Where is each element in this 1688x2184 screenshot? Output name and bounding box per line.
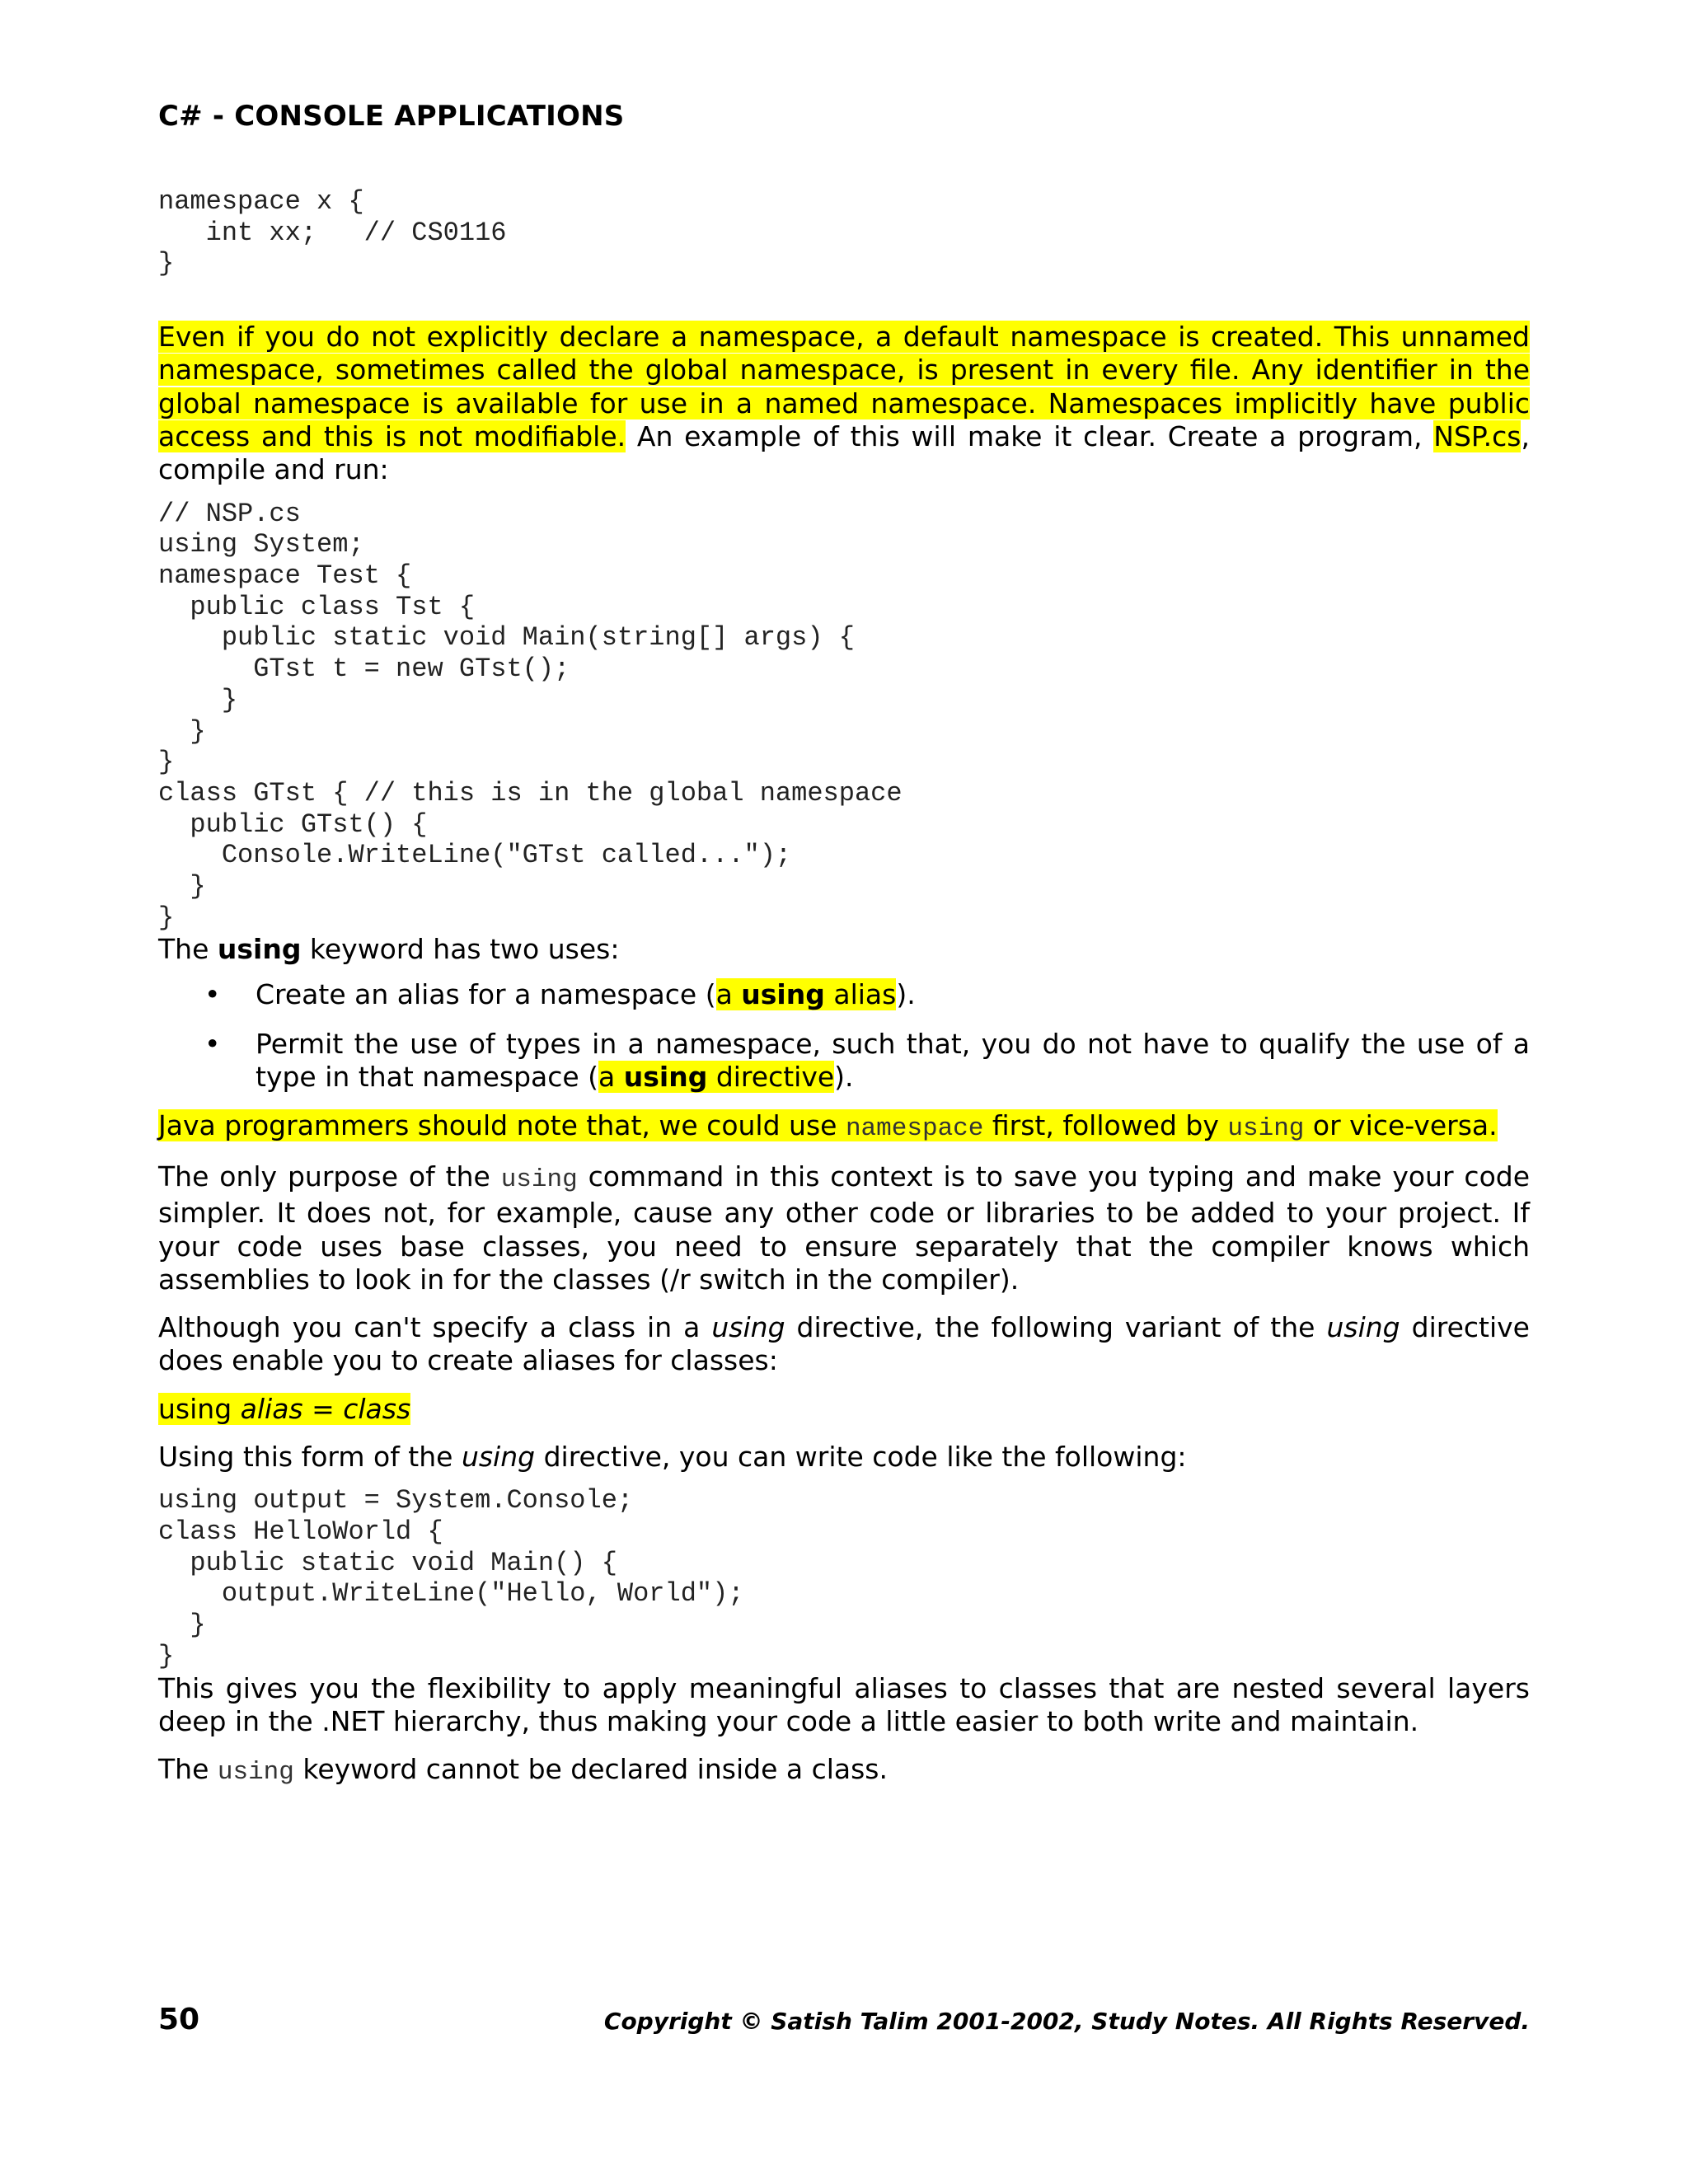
highlighted-text: Even if you do not explicitly declare a namespace, a default namespace is created. This unnamed namespace, sometimes called the global namespace, is present in every file. Any identifier in the global namespace is available for use in a named namespace. Namespaces implicitly have public access and this is not modifiable. (158, 321, 1530, 452)
paragraph-using-restriction: The using keyword cannot be declared inside a class. (158, 1753, 888, 1788)
code-block-helloworld: using output = System.Console; class HelloWorld { public static void Main() { output.WriteLine("Hello, World"); } } (158, 1485, 744, 1671)
paragraph-form-intro: Using this form of the using directive, you can write code like the following: (158, 1441, 1187, 1473)
list-item: • Create an alias for a namespace (a using alias). (204, 977, 916, 1010)
paragraph-using-uses: The using keyword has two uses: (158, 933, 620, 966)
page-header: C# - CONSOLE APPLICATIONS (158, 100, 625, 133)
bullet-icon: • (204, 1028, 221, 1061)
page-footer (158, 2003, 1530, 2044)
bullet-icon: • (204, 977, 221, 1010)
paragraph-alias-classes: Although you can't specify a class in a using directive, the following variant of the using directive does enable you to create aliases for classes: (158, 1311, 1530, 1377)
paragraph-java-note: Java programmers should note that, we could use namespace first, followed by using or vice-versa. (158, 1108, 1498, 1143)
code-block-nsp: // NSP.cs using System; namespace Test { public class Tst { public static void Main(string[] args) { GTst t = new GTst(); } } } class GTst { // this is in the global namespace public GTst() { Console.WriteLine("GTst called..."); } } (158, 498, 903, 933)
paragraph-using-alias-syntax: using alias = class (158, 1392, 411, 1425)
code-block-namespace-x: namespace x { int xx; // CS0116 } (158, 186, 507, 279)
copyright-notice: Copyright © Satish Talim 2001-2002, Study Notes. All Rights Reserved. (603, 2008, 1530, 2035)
page-number: 50 (158, 2003, 200, 2036)
using-uses-list (158, 978, 1530, 1094)
file-name: NSP.cs (1433, 420, 1522, 452)
paragraph-flexibility: This gives you the flexibility to apply meaningful aliases to classes that are nested several layers deep in the .NET hierarchy, thus making your code a little easier to both write and maintain. (158, 1671, 1530, 1737)
paragraph-using-purpose: The only purpose of the using command in this context is to save you typing and make your code simpler. It does not, for example, cause any other code or libraries to be added to your project. If your code uses base classes, you need to ensure separately that the compiler knows which assemblies to look in for the classes (/r switch in the compiler). (158, 1160, 1531, 1296)
list-item: • Permit the use of types in a namespace, such that, you do not have to qualify the use of a type in that namespace (a using directive). (204, 1028, 1530, 1094)
paragraph-global-namespace: Even if you do not explicitly declare a namespace, a default namespace is created. This unnamed namespace, sometimes called the global namespace, is present in every file. Any identifier in the global namespace is available for use in a named namespace. Namespaces implicitly have public access and this is not modifiable. An example of this will make it clear. Create a program, NSP.cs, compile and run: (158, 321, 1530, 486)
